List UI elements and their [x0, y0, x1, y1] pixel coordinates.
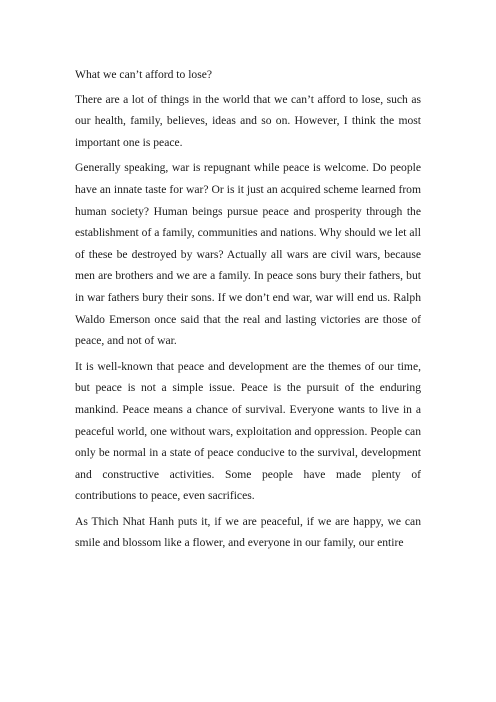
document-body [75, 64, 421, 558]
paragraph-peace-development: It is well-known that peace and development are the themes of our time, but peace is not a simple issue. Peace is the pursuit of the enduring mankind. Peace means a chance of survival. Everyone wants to live in a peaceful world, one without wars, exploitation and oppression. People can only be normal in a state of peace conducive to the survival, development and constructive activities. Some people have made plenty of contributions to peace, even sacrifices. [75, 359, 421, 503]
paragraph-war-and-peace: Generally speaking, war is repugnant while peace is welcome. Do people have an innate taste for war? Or is it just an acquired scheme learned from human society? Human beings pursue peace and prosperity through the establishment of a family, communities and nations. Why should we let all of these be destroyed by wars? Actually all wars are civil wars, because men are brothers and we are a family. In peace sons bury their fathers, but in war fathers bury their sons. If we don’t end war, war will end us. Ralph Waldo Emerson once said that the real and lasting victories are those of peace, and not of war. [75, 161, 421, 348]
paragraph-intro: There are a lot of things in the world that we can’t afford to lose, such as our health, family, believes, ideas and so on. However, I think the most important one is peace. [75, 92, 421, 149]
paragraph-thich-nhat-hanh: As Thich Nhat Hanh puts it, if we are peaceful, if we are happy, we can smile and blossom like a flower, and everyone in our family, our entire [75, 514, 421, 550]
essay-title: What we can’t afford to lose? [75, 68, 213, 81]
